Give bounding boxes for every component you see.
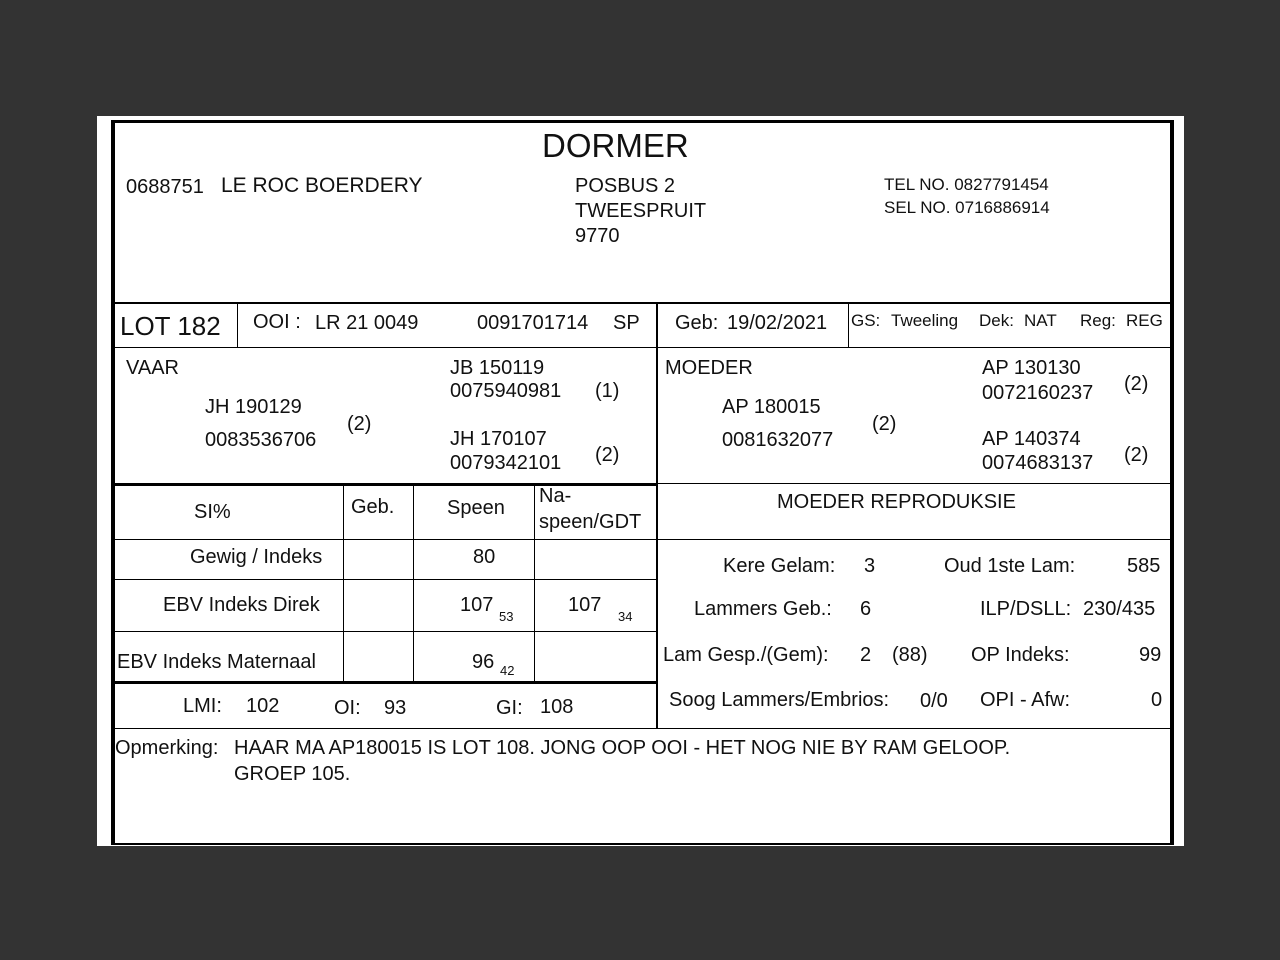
row-label-ebv-direk: EBV Indeks Direk — [163, 594, 320, 616]
divider-pedigree-bottom — [111, 483, 657, 486]
dek-value: NAT — [1024, 311, 1057, 330]
op-indeks-label: OP Indeks: — [971, 644, 1070, 666]
birth-date: 19/02/2021 — [727, 312, 828, 334]
moeder-sire-count: (2) — [1124, 373, 1149, 395]
si-header: SI% — [194, 501, 231, 523]
gi-label: GI: — [496, 697, 523, 719]
divider-si-row2 — [111, 631, 657, 632]
moeder-count: (2) — [872, 413, 897, 435]
geb-header: Geb. — [351, 496, 395, 518]
divider-repro-header — [657, 539, 1174, 540]
speen-header: Speen — [447, 497, 505, 519]
vaar-sire-number: 0075940981 — [450, 380, 562, 402]
tel-number: TEL NO. 0827791454 — [884, 175, 1049, 194]
vaar-label: VAAR — [126, 357, 179, 379]
vaar-sire-count: (1) — [595, 380, 620, 402]
breed-title: DORMER — [542, 127, 689, 164]
soog-lammers-value: 0/0 — [920, 690, 948, 712]
vaar-dam-number: 0079342101 — [450, 452, 562, 474]
op-indeks-value: 99 — [1139, 644, 1162, 666]
divider-si-col2 — [413, 485, 414, 683]
oud-1ste-lam-value: 585 — [1127, 555, 1161, 577]
divider-si-col1 — [343, 485, 344, 683]
kere-gelam-value: 3 — [864, 555, 876, 577]
vaar-dam-id: JH 170107 — [450, 428, 547, 450]
address-line-2: TWEESPRUIT — [575, 200, 707, 222]
geb-label: Geb: — [675, 312, 719, 334]
lammers-geb-label: Lammers Geb.: — [694, 598, 832, 620]
divider-lot-cell — [237, 303, 238, 348]
lmi-value: 102 — [246, 695, 280, 717]
lmi-label: LMI: — [183, 695, 222, 717]
moeder-dam-number: 0074683137 — [982, 452, 1094, 474]
reproduksie-title: MOEDER REPRODUKSIE — [777, 491, 1016, 513]
oi-label: OI: — [334, 697, 361, 719]
frame-top — [111, 120, 1174, 123]
opi-afw-label: OPI - Afw: — [980, 689, 1071, 711]
lam-gem-value: (88) — [892, 644, 928, 666]
direk-naspeen-accuracy: 34 — [618, 609, 633, 624]
direk-speen-accuracy: 53 — [499, 609, 514, 624]
moeder-sire-number: 0072160237 — [982, 382, 1094, 404]
vaar-sire-id: JB 150119 — [450, 357, 545, 379]
maternaal-speen-accuracy: 42 — [500, 663, 515, 678]
kere-gelam-label: Kere Gelam: — [723, 555, 836, 577]
catalogue-card — [97, 116, 1184, 846]
vaar-id: JH 190129 — [205, 396, 302, 418]
divider-pedigree-bottom-right — [657, 483, 1174, 484]
divider-geb-cell — [848, 303, 849, 348]
dek-label: Dek: — [979, 311, 1014, 330]
address-line-3: 9770 — [575, 225, 620, 247]
gi-value: 108 — [540, 696, 574, 718]
remarks-line-1: HAAR MA AP180015 IS LOT 108. JONG OOP OOI - HET NOG NIE BY RAM GELOOP. — [234, 737, 1011, 759]
ilp-dsll-label: ILP/DSLL: — [980, 598, 1072, 620]
frame-bottom — [111, 843, 1174, 845]
ooi-label: OOI : — [253, 311, 301, 333]
divider-center — [656, 303, 658, 729]
divider-lot-top — [111, 302, 1174, 304]
registration-code: SP — [613, 312, 640, 334]
divider-si-bottom — [111, 681, 657, 684]
naspeen-header-line1: Na- — [539, 485, 572, 507]
vaar-count: (2) — [347, 413, 372, 435]
divider-si-header — [111, 539, 657, 540]
moeder-number: 0081632077 — [722, 429, 834, 451]
frame-left — [111, 120, 115, 844]
gs-value: Tweeling — [891, 311, 959, 330]
ooi-id: LR 21 0049 — [315, 312, 419, 334]
frame-right — [1170, 120, 1174, 844]
lam-gesp-label: Lam Gesp./(Gem): — [663, 644, 829, 666]
moeder-dam-id: AP 140374 — [982, 428, 1081, 450]
remarks-line-2: GROEP 105. — [234, 763, 351, 785]
soog-lammers-label: Soog Lammers/Embrios: — [669, 689, 890, 711]
oi-value: 93 — [384, 697, 407, 719]
lammers-geb-value: 6 — [860, 598, 872, 620]
reg-label: Reg: — [1080, 311, 1116, 330]
gs-label: GS: — [851, 311, 881, 330]
moeder-dam-count: (2) — [1124, 444, 1149, 466]
lot-number: LOT 182 — [120, 311, 221, 341]
divider-si-row1 — [111, 579, 657, 580]
remarks-label: Opmerking: — [115, 737, 219, 759]
vaar-dam-count: (2) — [595, 444, 620, 466]
owner-name: LE ROC BOERDERY — [221, 174, 423, 197]
moeder-sire-id: AP 130130 — [982, 357, 1081, 379]
divider-indices-bottom — [111, 728, 1174, 729]
gewig-speen-value: 80 — [473, 546, 496, 568]
ilp-dsll-value: 230/435 — [1083, 598, 1156, 620]
divider-lot-bottom — [111, 347, 1174, 348]
direk-naspeen-value: 107 — [568, 594, 602, 616]
naspeen-header-line2: speen/GDT — [539, 511, 642, 533]
vaar-number: 0083536706 — [205, 429, 317, 451]
registration-number: 0091701714 — [477, 312, 589, 334]
row-label-ebv-maternaal: EBV Indeks Maternaal — [117, 651, 316, 673]
oud-1ste-lam-label: Oud 1ste Lam: — [944, 555, 1076, 577]
row-label-gewig: Gewig / Indeks — [190, 546, 323, 568]
moeder-id: AP 180015 — [722, 396, 821, 418]
direk-speen-value: 107 — [460, 594, 494, 616]
address-line-1: POSBUS 2 — [575, 175, 676, 197]
maternaal-speen-value: 96 — [472, 651, 495, 673]
lam-gesp-value: 2 — [860, 644, 872, 666]
owner-id: 0688751 — [126, 176, 204, 198]
divider-si-col3 — [534, 485, 535, 683]
moeder-label: MOEDER — [665, 357, 753, 379]
opi-afw-value: 0 — [1151, 689, 1163, 711]
sel-number: SEL NO. 0716886914 — [884, 198, 1050, 217]
reg-value: REG — [1126, 311, 1163, 330]
